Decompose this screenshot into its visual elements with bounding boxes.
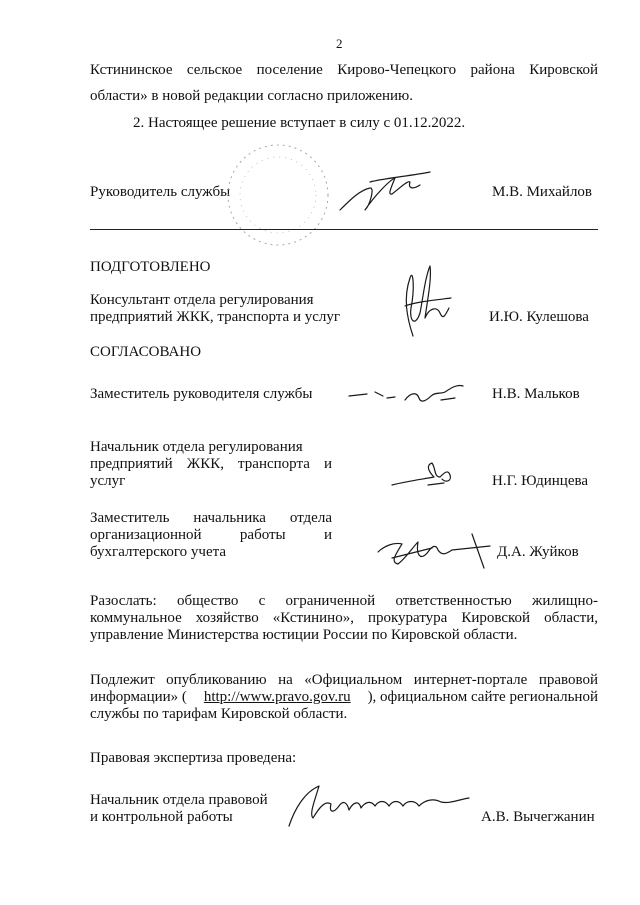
prepared-role-line-1: Консультант отдела регулирования <box>90 292 314 308</box>
chief-name: Н.Г. Юдинцева <box>492 473 589 489</box>
publication-line-1: Подлежит опубликованию на «Официальном интернет-портале правовой <box>90 672 598 688</box>
prepared-role-line-2: предприятий ЖКК, транспорта и услуг <box>90 309 341 325</box>
intro-line-1: Кстининское сельское поселение Кирово-Чепецкого района Кировской <box>90 62 598 78</box>
chief-role-word: и <box>323 456 332 472</box>
distribution-line-1: Разослать: общество с ограниченной ответственностью жилищно- <box>90 593 598 609</box>
head-signature <box>330 160 440 220</box>
head-name: М.В. Михайлов <box>492 184 593 200</box>
chief-role-word: предприятий <box>90 456 173 472</box>
separator-line <box>90 229 598 230</box>
chief-role-line-2 <box>90 455 332 474</box>
legal-role-line-1: Начальник отдела правовой <box>90 792 268 808</box>
prepared-name: И.Ю. Кулешова <box>489 309 589 325</box>
chief-role-line-1: Начальник отдела регулирования <box>90 439 303 455</box>
head-role: Руководитель службы <box>90 184 231 200</box>
chief-role-word: транспорта <box>238 456 310 472</box>
stamp-impression <box>218 140 338 250</box>
legal-signature <box>285 778 473 830</box>
deputy-chief-name: Д.А. Жуйков <box>497 544 579 560</box>
deputy-chief-signature <box>372 528 494 572</box>
pravo-gov-link[interactable]: http://www.pravo.gov.ru <box>203 689 351 705</box>
publication-text: информации» ( <box>90 689 187 705</box>
publication-text: ), официальном сайте региональной <box>367 689 598 705</box>
clause-2: 2. Настоящее решение вступает в силу с 01.12.2022. <box>133 115 466 131</box>
agreed-heading: СОГЛАСОВАНО <box>90 344 202 360</box>
legal-note: Правовая экспертиза проведена: <box>90 750 297 766</box>
deputy-chief-role-word: и <box>323 527 332 543</box>
chief-role-line-3: услуг <box>90 473 126 489</box>
deputy-chief-role-word: отдела <box>289 510 332 526</box>
deputy-signature <box>345 378 475 414</box>
legal-role-line-2: и контрольной работы <box>90 809 233 825</box>
deputy-chief-role-word: работы <box>239 527 286 543</box>
distribution-line-3: управление Министерства юстиции России по Кировской области. <box>90 627 518 643</box>
deputy-name: Н.В. Мальков <box>492 386 580 402</box>
deputy-chief-role-word: Заместитель <box>90 510 170 526</box>
publication-line-3: службы по тарифам Кировской области. <box>90 706 348 722</box>
intro-line-2: области» в новой редакции согласно приложению. <box>90 88 414 104</box>
deputy-chief-role-word: начальника <box>193 510 266 526</box>
distribution-line-2: коммунальное хозяйство «Кстинино», прокуратура Кировской области, <box>90 610 598 626</box>
deputy-chief-role-line-3: бухгалтерского учета <box>90 544 227 560</box>
prepared-signature <box>385 258 455 340</box>
deputy-role: Заместитель руководителя службы <box>90 386 313 402</box>
chief-role-word: ЖКК, <box>186 456 224 472</box>
chief-signature <box>388 455 464 495</box>
deputy-chief-role-word: организационной <box>90 527 202 543</box>
legal-name: А.В. Вычегжанин <box>481 809 595 825</box>
page-number: 2 <box>336 36 343 51</box>
prepared-heading: ПОДГОТОВЛЕНО <box>90 259 211 275</box>
